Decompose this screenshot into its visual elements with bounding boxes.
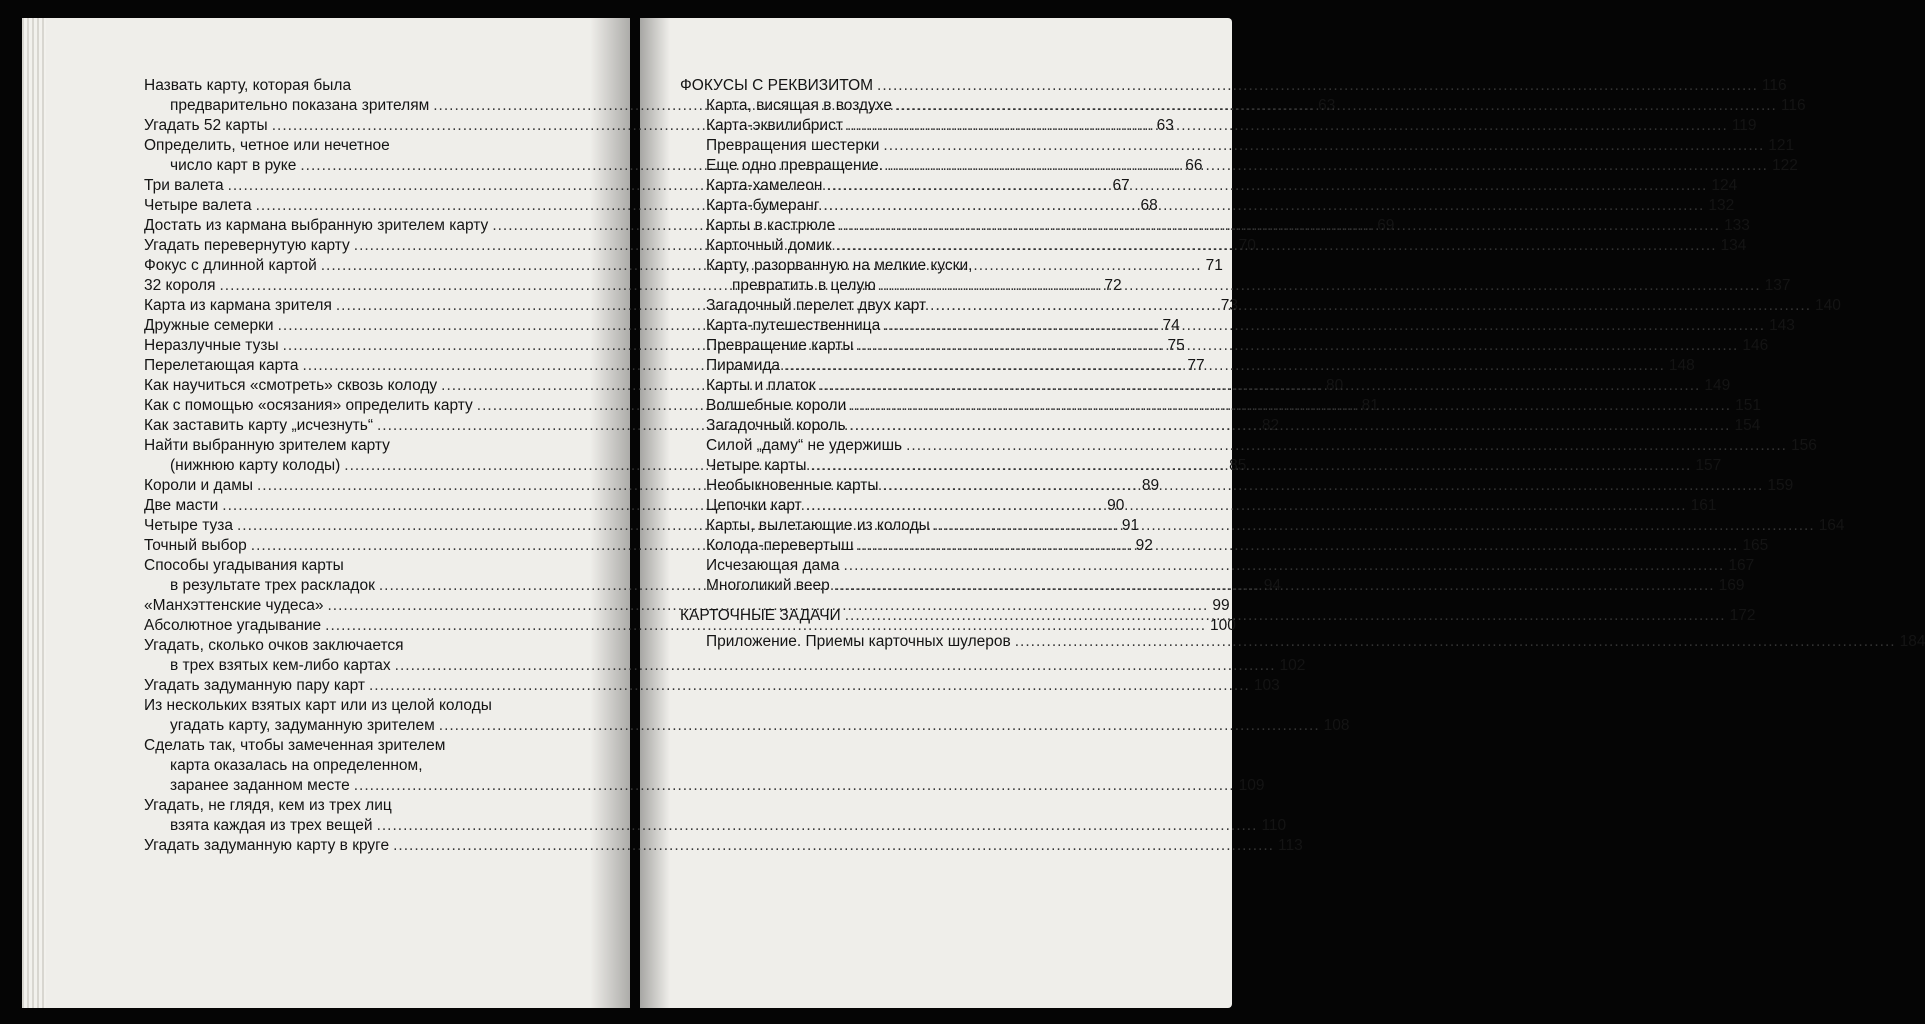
toc-entry — [680, 556, 1755, 576]
toc-entry-title: (нижнюю карту колоды) — [170, 457, 341, 474]
toc-entry-title: Четыре карты — [706, 457, 807, 474]
toc-entry-title: Цепочки карт — [706, 497, 802, 514]
toc-page-number: 109 — [1238, 777, 1265, 794]
dot-leader — [839, 216, 1720, 236]
toc-entry-title-line: Карту, разорванную на мелкие куски, — [706, 257, 973, 274]
toc-entry-title: Перелетающая карта — [144, 357, 299, 374]
dot-leader — [930, 296, 1811, 316]
toc-page-number: 146 — [1742, 337, 1769, 354]
toc-entry-title-line: карта оказалась на определенном, — [170, 757, 423, 774]
toc-entry-title: Приложение. Приемы карточных шулеров — [706, 633, 1011, 650]
toc-page-number: 68 — [1140, 197, 1158, 214]
toc-entry-title: Четыре валета — [144, 197, 252, 214]
toc-page-number: 80 — [1326, 377, 1344, 394]
toc-entry-title: Угадать задуманную пару карт — [144, 677, 365, 694]
toc-entry-title: Дружные семерки — [144, 317, 274, 334]
toc-page-number: 116 — [1761, 77, 1787, 94]
toc-entry-title: Загадочный король — [706, 417, 846, 434]
toc-entry-title: «Манхэттенские чудеса» — [144, 597, 324, 614]
toc-entry-title: угадать карту, задуманную зрителем — [170, 717, 435, 734]
toc-entry — [680, 436, 1817, 456]
toc-page-number: 85 — [1229, 457, 1247, 474]
toc-page-number: 81 — [1361, 397, 1379, 414]
toc-page-number: 156 — [1790, 437, 1817, 454]
toc-entry — [144, 616, 1236, 636]
dot-leader — [845, 606, 1726, 626]
toc-entry-title-line: Из нескольких взятых карт или из целой колоды — [144, 697, 492, 714]
toc-page-number: 90 — [1107, 497, 1125, 514]
toc-entry-title: 32 короля — [144, 277, 216, 294]
toc-page-number: 71 — [1205, 257, 1223, 274]
toc-page-number: 121 — [1768, 137, 1795, 154]
dot-leader — [883, 136, 1764, 156]
toc-entry-title: Четыре туза — [144, 517, 233, 534]
toc-entry-title: Превращения шестерки — [706, 137, 880, 154]
dot-leader — [906, 436, 1787, 456]
toc-entry — [144, 676, 1280, 696]
toc-entry-title: Волшебные короли — [706, 397, 847, 414]
toc-entry-title: Исчезающая дама — [706, 557, 840, 574]
dot-leader — [819, 376, 1700, 396]
toc-entry-title: превратить в целую — [732, 277, 876, 294]
toc-page-number: 154 — [1734, 417, 1761, 434]
toc-entry-title: Карта из кармана зрителя — [144, 297, 332, 314]
toc-page-number: 94 — [1263, 577, 1281, 594]
toc-page-number: 99 — [1212, 597, 1230, 614]
toc-entry-title: ФОКУСЫ С РЕКВИЗИТОМ — [680, 77, 874, 94]
toc-entry-title: Угадать задуманную карту в круге — [144, 837, 390, 854]
toc-entry-title: Загадочный перелет двух карт — [706, 297, 927, 314]
toc-page-number: 82 — [1261, 417, 1280, 434]
dot-leader — [834, 576, 1715, 596]
toc-page-number: 134 — [1720, 237, 1747, 254]
toc-entry — [680, 516, 1845, 536]
dot-leader — [369, 676, 1250, 696]
toc-page-number: 89 — [1141, 477, 1160, 494]
toc-entry-title: Три валета — [144, 177, 224, 194]
toc-entry-title: число карт в руке — [170, 157, 297, 174]
toc-entry-title: предварительно показана зрителям — [170, 97, 430, 114]
toc-entry-title: Фокус с длинной картой — [144, 257, 317, 274]
toc-page-number: 77 — [1187, 357, 1205, 374]
toc-page-number: 92 — [1135, 537, 1153, 554]
toc-page-number: 116 — [1780, 97, 1806, 114]
toc-entry-title-line: Сделать так, чтобы замеченная зрителем — [144, 737, 446, 754]
toc-page-number: 149 — [1704, 377, 1731, 394]
toc-entry-title: Силой „даму“ не удержишь — [706, 437, 903, 454]
toc-page-number: 167 — [1728, 557, 1755, 574]
toc-entry — [144, 696, 1350, 736]
dot-leader — [377, 816, 1258, 836]
toc-page-number: 72 — [1104, 277, 1122, 294]
toc-entry — [680, 76, 1787, 96]
toc-entry-title: Карта-путешественница — [706, 317, 881, 334]
toc-entry — [680, 176, 1738, 196]
dot-leader — [847, 116, 1728, 136]
toc-entry-title: Точный выбор — [144, 537, 247, 554]
dot-leader — [884, 316, 1765, 336]
toc-entry-title: Карта, висящая в воздухе — [706, 97, 892, 114]
toc-entry-title: Как научиться «смотреть» сквозь колоду — [144, 377, 438, 394]
toc-page-number: 161 — [1690, 497, 1717, 514]
toc-entry-title: в результате трех раскладок — [170, 577, 375, 594]
dot-leader — [395, 656, 1276, 676]
toc-entry — [680, 196, 1735, 216]
toc-entry-title: Карта-хамелеон — [706, 177, 823, 194]
dot-leader — [857, 336, 1738, 356]
dot-leader — [823, 196, 1704, 216]
toc-page-number: 169 — [1718, 577, 1745, 594]
toc-page-number: 124 — [1711, 177, 1738, 194]
toc-page-number: 66 — [1185, 157, 1203, 174]
toc-entry — [680, 476, 1794, 496]
dot-leader — [843, 556, 1724, 576]
toc-entry-title: взята каждая из трех вещей — [170, 817, 373, 834]
toc-entry-title: Колода-перевертыш — [706, 537, 854, 554]
toc-page-number: 122 — [1771, 157, 1798, 174]
toc-page-number: 148 — [1668, 357, 1695, 374]
toc-page-number: 91 — [1121, 517, 1140, 534]
toc-entry-title-line: Способы угадывания карты — [144, 557, 344, 574]
dot-leader — [883, 476, 1764, 496]
toc-entry — [144, 736, 1265, 796]
toc-page-number: 73 — [1220, 297, 1238, 314]
toc-page-number: 137 — [1764, 277, 1791, 294]
toc-page-number: 172 — [1729, 607, 1756, 624]
toc-page-number: 74 — [1162, 317, 1180, 334]
toc-entry-title: Угадать 52 карты — [144, 117, 268, 134]
toc-entry-title: в трех взятых кем-либо картах — [170, 657, 391, 674]
toc-page-number: 151 — [1735, 397, 1761, 414]
toc-entry — [144, 836, 1303, 856]
toc-page-number: 140 — [1815, 297, 1841, 314]
dot-leader — [850, 396, 1731, 416]
dot-leader — [850, 416, 1731, 436]
dot-leader — [858, 536, 1739, 556]
toc-entry-title: Угадать перевернутую карту — [144, 237, 350, 254]
dot-leader — [1015, 632, 1896, 652]
toc-entry-title: Как с помощью «осязания» определить карту — [144, 397, 473, 414]
toc-entry-title: Карты в кастрюле — [706, 217, 836, 234]
toc-page-number: 159 — [1767, 477, 1794, 494]
toc-page-number: 157 — [1695, 457, 1722, 474]
toc-entry-title: Как заставить карту „исчезнуть“ — [144, 417, 373, 434]
toc-page-number: 110 — [1261, 817, 1287, 834]
dot-leader — [439, 716, 1320, 736]
toc-page-number: 143 — [1769, 317, 1795, 334]
dot-leader — [880, 276, 1761, 296]
toc-entry-title: Карты и платок — [706, 377, 816, 394]
toc-entry-title-line: Угадать, не глядя, кем из трех лиц — [144, 797, 392, 814]
dot-leader — [934, 516, 1815, 536]
toc-page-number: 69 — [1377, 217, 1395, 234]
toc-entry — [680, 536, 1769, 556]
toc-entry-title: Превращение карты — [706, 337, 854, 354]
toc-entry-title: КАРТОЧНЫЕ ЗАДАЧИ — [680, 607, 841, 624]
toc-page-number: 70 — [1238, 237, 1256, 254]
dot-leader — [806, 496, 1687, 516]
toc-page-number: 133 — [1724, 217, 1750, 234]
toc-entry-title: Еще одно превращение. — [706, 157, 884, 174]
dot-leader — [811, 456, 1692, 476]
toc-entry — [680, 632, 1925, 652]
dot-leader — [896, 96, 1777, 116]
toc-page-number: 102 — [1279, 657, 1306, 674]
toc-entry-title: Неразлучные тузы — [144, 337, 279, 354]
toc-entry-title: Две масти — [144, 497, 219, 514]
toc-page-number: 132 — [1708, 197, 1735, 214]
toc-entry-title-line: Назвать карту, которая была — [144, 77, 352, 94]
dot-leader — [887, 156, 1768, 176]
toc-page-number: 103 — [1253, 677, 1280, 694]
toc-entry — [680, 136, 1795, 156]
toc-entry-title: Многоликий веер — [706, 577, 830, 594]
toc-entry — [144, 796, 1287, 836]
toc-page-number: 164 — [1818, 517, 1845, 534]
toc-page-number: 67 — [1112, 177, 1130, 194]
toc-page-number: 75 — [1167, 337, 1185, 354]
dot-leader — [877, 76, 1758, 96]
toc-entry-title: Карточный домик — [706, 237, 832, 254]
toc-page-number: 63 — [1156, 117, 1174, 134]
toc-page-number: 113 — [1278, 837, 1303, 854]
toc-entry-title: Карта-эквилибрист — [706, 117, 843, 134]
dot-leader — [393, 836, 1274, 856]
dot-leader — [836, 236, 1717, 256]
toc-page-number: 108 — [1323, 717, 1350, 734]
dot-leader — [784, 356, 1665, 376]
toc-entry-title-line: Угадать, сколько очков заключается — [144, 637, 404, 654]
toc-page-number: 119 — [1731, 117, 1757, 134]
toc-entry-title-line: Определить, четное или нечетное — [144, 137, 390, 154]
toc-entry-title-line: Найти выбранную зрителем карту — [144, 437, 390, 454]
toc-page-number: 100 — [1210, 617, 1236, 634]
dot-leader — [354, 776, 1235, 796]
toc-entry-title: Карты, вылетающие из колоды — [706, 517, 930, 534]
toc-entry-title: Короли и дамы — [144, 477, 253, 494]
toc-entry-title: Карта-бумеранг — [706, 197, 820, 214]
dot-leader — [826, 176, 1707, 196]
toc-page-number: 184 — [1899, 633, 1925, 650]
toc-entry-title: Пирамида — [706, 357, 781, 374]
toc-entry-title: Достать из кармана выбранную зрителем карту — [144, 217, 489, 234]
toc-page-number: 63 — [1318, 97, 1336, 114]
toc-page-number: 165 — [1742, 537, 1769, 554]
toc-entry-title: Абсолютное угадывание — [144, 617, 322, 634]
toc-entry-title: Необыкновенные карты — [706, 477, 879, 494]
toc-entry-title: заранее заданном месте — [170, 777, 350, 794]
toc-entry — [680, 496, 1717, 516]
